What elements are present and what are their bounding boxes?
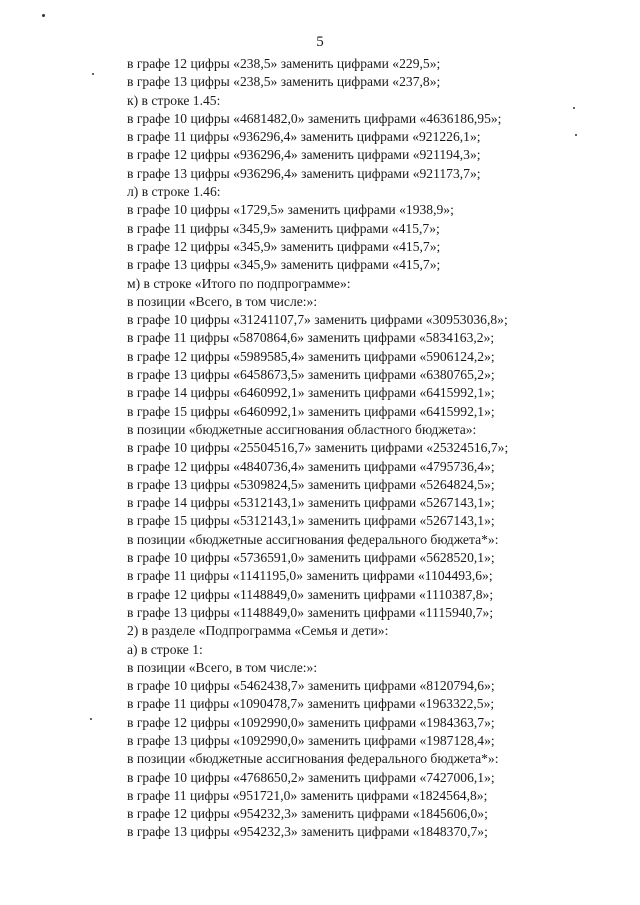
text-line: в графе 11 цифры «936296,4» заменить цифрами «921226,1»; (127, 129, 481, 145)
page-number: 5 (316, 34, 324, 50)
text-line: в графе 10 цифры «1729,5» заменить цифрами «1938,9»; (127, 202, 454, 218)
text-line: в графе 11 цифры «1090478,7» заменить цифрами «1963322,5»; (127, 696, 495, 712)
text-line: в графе 10 цифры «25504516,7» заменить цифрами «25324516,7»; (127, 440, 509, 456)
text-line: в графе 12 цифры «345,9» заменить цифрами «415,7»; (127, 238, 441, 254)
text-line: а) в строке 1: (127, 641, 203, 657)
text-line: в графе 13 цифры «1092990,0» заменить цифрами «1987128,4»; (127, 732, 495, 748)
text-line: л) в строке 1.46: (127, 184, 221, 200)
text-line: в графе 11 цифры «951721,0» заменить цифрами «1824564,8»; (127, 787, 488, 803)
text-line: в графе 13 цифры «238,5» заменить цифрами «237,8»; (127, 74, 441, 90)
text-line: в графе 11 цифры «1141195,0» заменить цифрами «1104493,6»; (127, 568, 493, 584)
text-line: в графе 10 цифры «4768650,2» заменить цифрами «7427006,1»; (127, 769, 495, 785)
scan-speck (573, 107, 575, 109)
text-line: в позиции «бюджетные ассигнования федерального бюджета*»: (127, 531, 499, 547)
text-line: в графе 13 цифры «1148849,0» заменить цифрами «1115940,7»; (127, 604, 494, 620)
text-line: в позиции «Всего, в том числе:»: (127, 293, 318, 309)
text-line: в графе 15 цифры «5312143,1» заменить цифрами «5267143,1»; (127, 513, 495, 529)
text-line: 2) в разделе «Подпрограмма «Семья и дети»: (127, 623, 389, 639)
text-line: в графе 13 цифры «6458673,5» заменить цифрами «6380765,2»; (127, 367, 495, 383)
text-line: в графе 11 цифры «5870864,6» заменить цифрами «5834163,2»; (127, 330, 495, 346)
text-line: в позиции «Всего, в том числе:»: (127, 659, 318, 675)
scan-speck (575, 134, 577, 136)
text-line: в графе 12 цифры «1148849,0» заменить цифрами «1110387,8»; (127, 586, 494, 602)
document-body (127, 55, 508, 842)
text-line: в графе 10 цифры «4681482,0» заменить цифрами «4636186,95»; (127, 110, 502, 126)
text-line: м) в строке «Итого по подпрограмме»: (127, 275, 351, 291)
scan-speck (92, 73, 94, 75)
text-line: в графе 14 цифры «6460992,1» заменить цифрами «6415992,1»; (127, 385, 495, 401)
text-line: в графе 10 цифры «31241107,7» заменить цифрами «30953036,8»; (127, 312, 508, 328)
text-line: в графе 12 цифры «238,5» заменить цифрами «229,5»; (127, 56, 441, 71)
text-line: в графе 12 цифры «954232,3» заменить цифрами «1845606,0»; (127, 806, 488, 822)
text-line: к) в строке 1.45: (127, 92, 221, 108)
text-line: в графе 13 цифры «5309824,5» заменить цифрами «5264824,5»; (127, 476, 495, 492)
text-line: в графе 12 цифры «1092990,0» заменить цифрами «1984363,7»; (127, 714, 495, 730)
scan-speck (42, 14, 45, 17)
text-line: в графе 12 цифры «4840736,4» заменить цифрами «4795736,4»; (127, 458, 495, 474)
text-line: в графе 13 цифры «345,9» заменить цифрами «415,7»; (127, 257, 441, 273)
text-line: в графе 11 цифры «345,9» заменить цифрами «415,7»; (127, 220, 440, 236)
text-line: в графе 12 цифры «5989585,4» заменить цифрами «5906124,2»; (127, 348, 495, 364)
text-line: в позиции «бюджетные ассигнования областного бюджета»: (127, 421, 477, 437)
text-line: в графе 10 цифры «5736591,0» заменить цифрами «5628520,1»; (127, 550, 495, 566)
text-line: в графе 14 цифры «5312143,1» заменить цифрами «5267143,1»; (127, 495, 495, 511)
text-line: в графе 10 цифры «5462438,7» заменить цифрами «8120794,6»; (127, 678, 495, 694)
text-line: в графе 13 цифры «954232,3» заменить цифрами «1848370,7»; (127, 824, 488, 840)
text-line: в графе 13 цифры «936296,4» заменить цифрами «921173,7»; (127, 165, 481, 181)
text-line: в графе 12 цифры «936296,4» заменить цифрами «921194,3»; (127, 147, 481, 163)
text-line: в позиции «бюджетные ассигнования федерального бюджета*»: (127, 751, 499, 767)
text-line: в графе 15 цифры «6460992,1» заменить цифрами «6415992,1»; (127, 403, 495, 419)
scan-speck (90, 718, 92, 720)
